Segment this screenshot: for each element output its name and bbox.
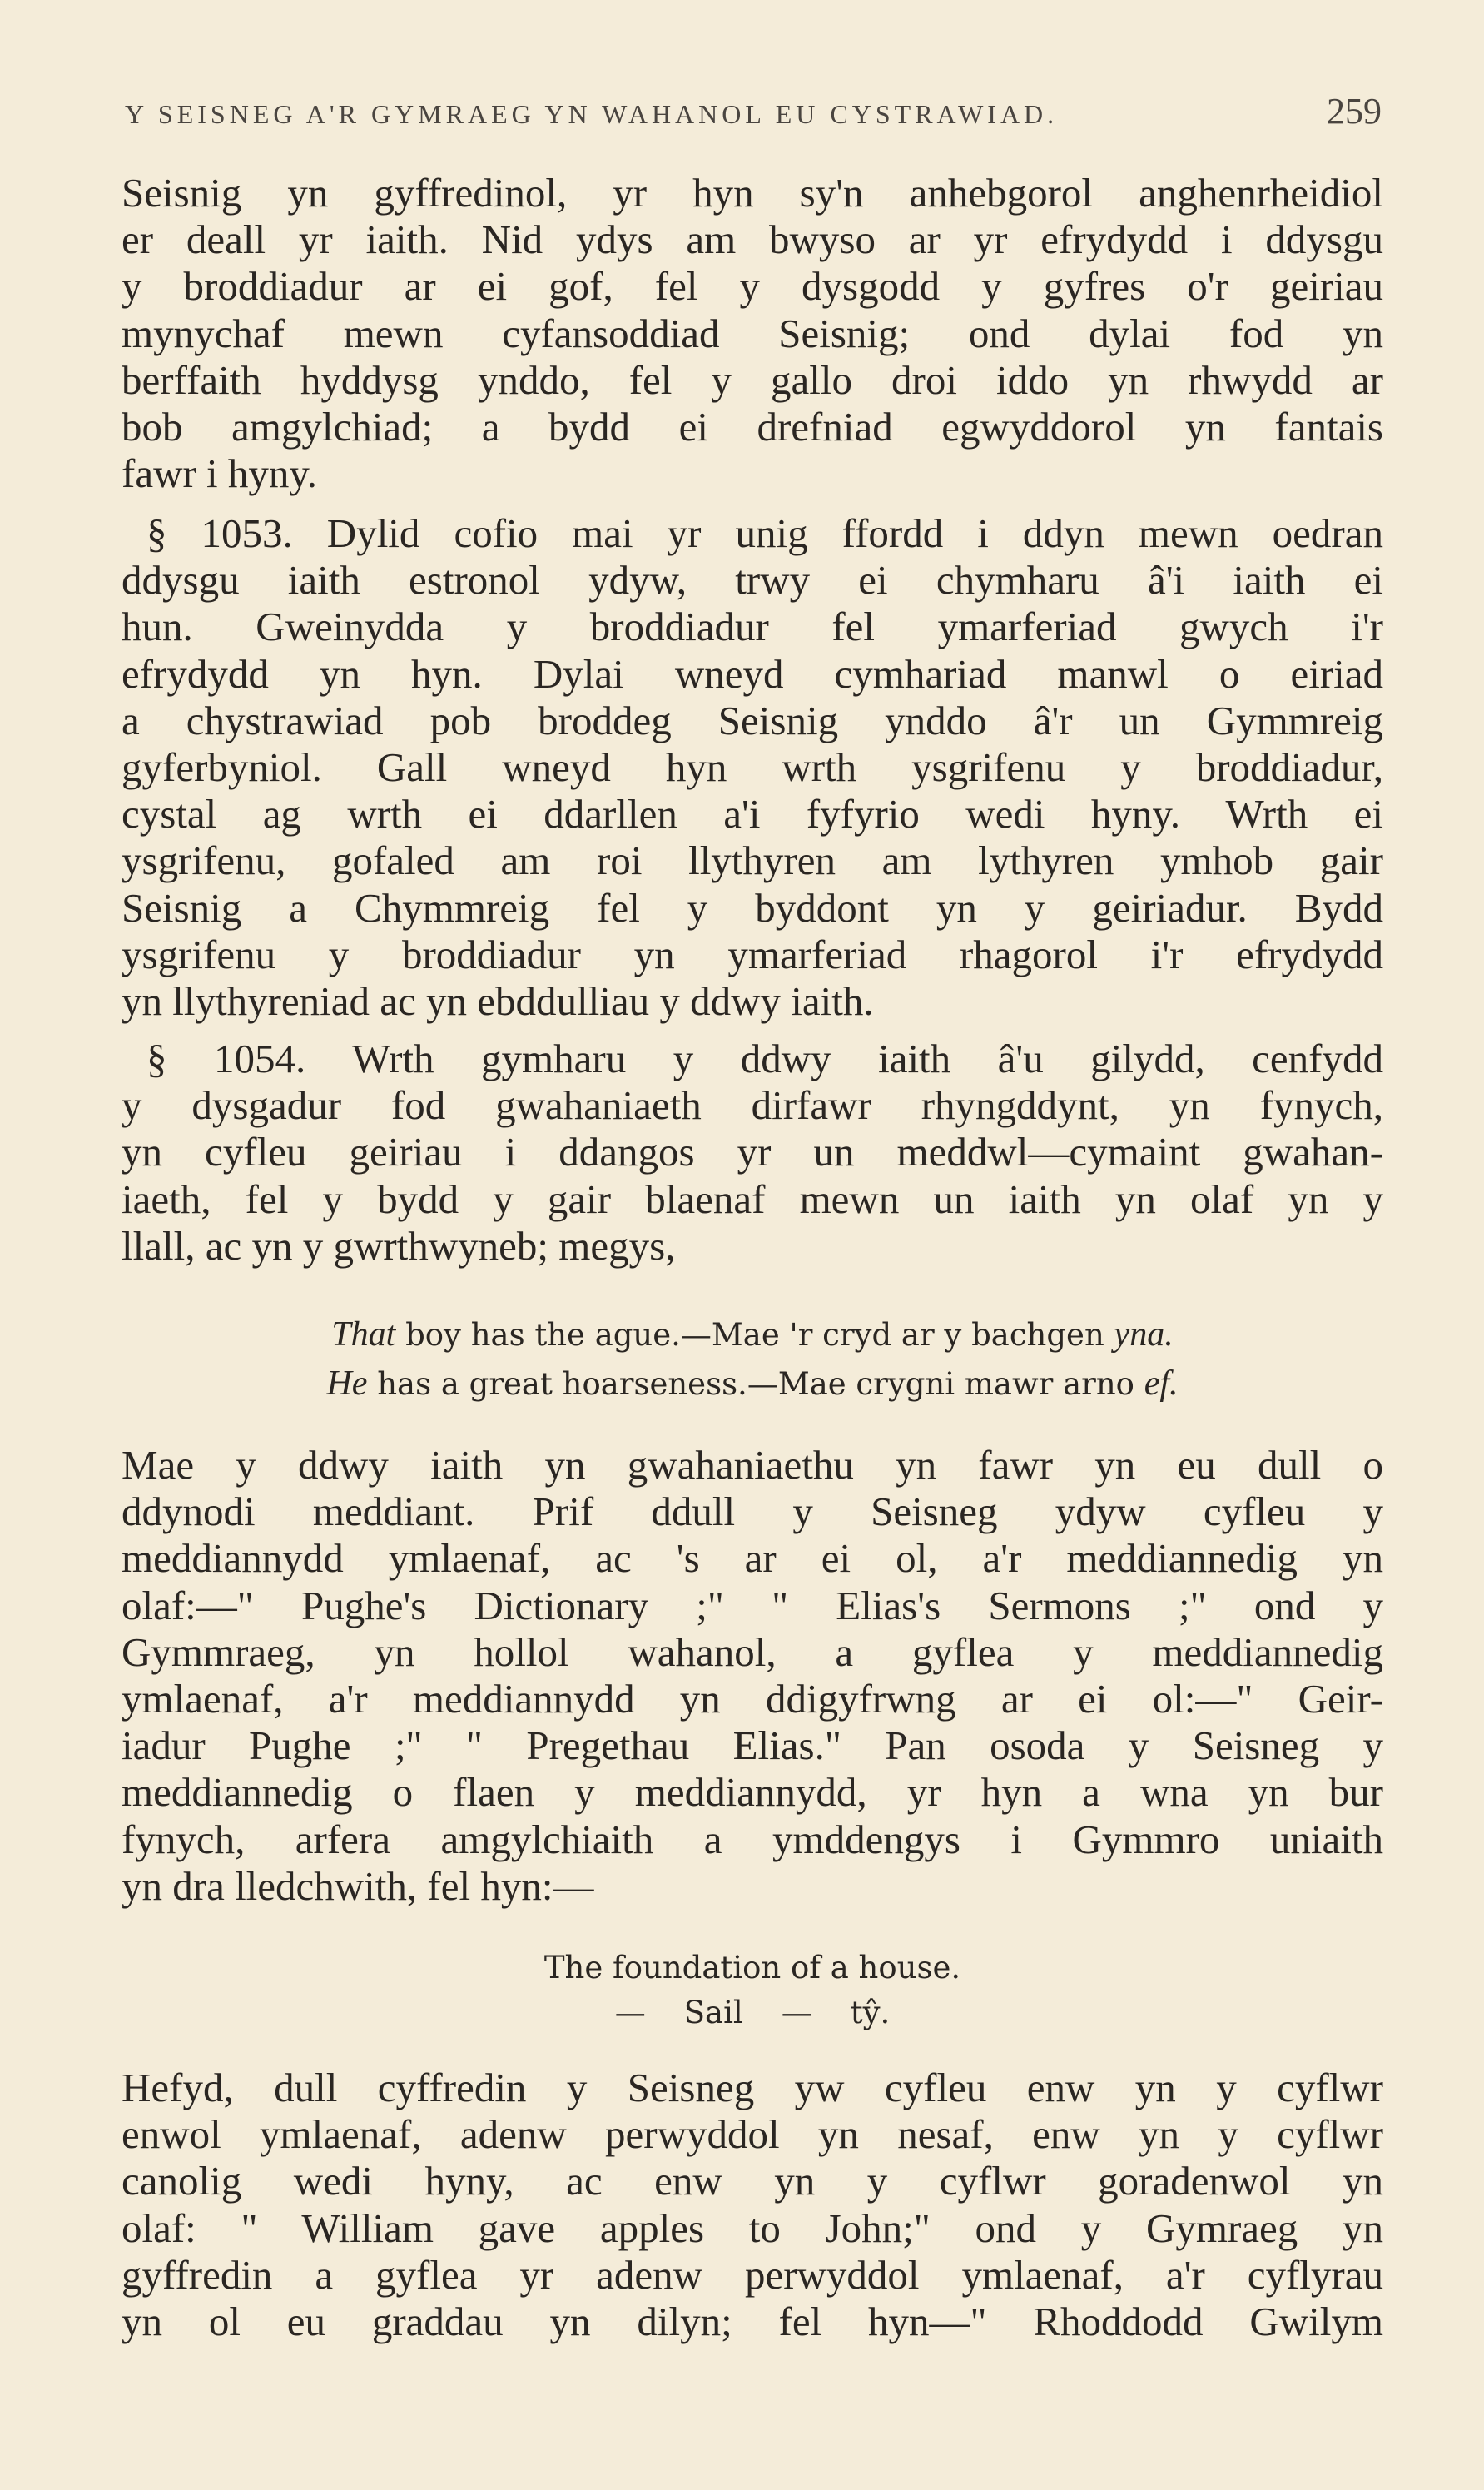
text-line: olaf:—" Pughe's Dictionary ;" " Elias's Sermons ;" ond y xyxy=(122,1582,1383,1628)
text-line: gyffredin a gyflea yr adenw perwyddol ymlaenaf, a'r cyflyrau xyxy=(122,2251,1383,2298)
example-line: The foundation of a house. xyxy=(543,1950,961,1986)
dash: — xyxy=(614,1995,646,2030)
text-line: er deall yr iaith. Nid ydys am bwyso ar yr efrydydd i ddysgu xyxy=(122,216,1383,263)
text-line: a chystrawiad pob broddeg Seisnig ynddo â'r un Gymmreig xyxy=(122,697,1383,743)
text-line: ysgrifenu, gofaled am roi llythyren am lythyren ymhob gair xyxy=(122,837,1383,884)
text-line: y dysgadur fod gwahaniaeth dirfawr rhyngddynt, yn fynych, xyxy=(122,1082,1383,1129)
text-line: iaeth, fel y bydd y gair blaenaf mewn un iaith yn olaf yn y xyxy=(122,1175,1383,1222)
text-line: ddynodi meddiant. Prif ddull y Seisneg ydyw cyfleu y xyxy=(122,1489,1383,1535)
example-italic: ef. xyxy=(1144,1364,1179,1403)
text-line: yn ol eu graddau yn dilyn; fel hyn—" Rhoddodd Gwilym xyxy=(122,2299,1383,2345)
example-italic: yna. xyxy=(1114,1315,1174,1354)
text-line: Hefyd, dull cyffredin y Seisneg yw cyfleu enw yn y cyflwr xyxy=(122,2065,1383,2110)
text-line: meddiannydd ymlaenaf, ac 's ar ei ol, a'r meddiannedig yn xyxy=(122,1535,1383,1582)
paragraph-4 xyxy=(122,1442,1383,1910)
example-line xyxy=(122,1359,1383,1409)
text-line: mynychaf mewn cyfansoddiad Seisnig; ond dylai fod yn xyxy=(122,310,1383,356)
text-line: yn dra lledchwith, fel hyn:— xyxy=(122,1862,594,1909)
example-italic: That xyxy=(331,1315,396,1354)
text-line: meddiannedig o flaen y meddiannydd, yr hyn a wna yn bur xyxy=(122,1769,1383,1816)
text-line: iadur Pughe ;" " Pregethau Elias." Pan osoda y Seisneg y xyxy=(122,1722,1383,1769)
text-line: y broddiadur ar ei gof, fel y dysgodd y gyfres o'r geiriau xyxy=(122,263,1383,310)
text-line: yn cyfleu geiriau i ddangos yr un meddwl—cymaint gwahan- xyxy=(122,1129,1383,1175)
example-line xyxy=(122,1310,1383,1359)
running-head: Y SEISNEG A'R GYMRAEG YN WAHANOL EU CYSTRAWIAD. xyxy=(125,99,1059,129)
paragraph-1054 xyxy=(122,1036,1383,1270)
text-line: fawr i hyny. xyxy=(122,450,317,497)
text-line: olaf: " William gave apples to John;" ond y Gymraeg yn xyxy=(122,2204,1383,2251)
text-line: Gymmraeg, yn hollol wahanol, a gyflea y meddiannedig xyxy=(122,1628,1383,1675)
paragraph-5 xyxy=(122,2065,1383,2345)
text-line: canolig wedi hyny, ac enw yn y cyflwr goradenwol yn xyxy=(122,2158,1383,2204)
text-line: ymlaenaf, a'r meddiannydd yn ddigyfrwng ar ei ol:—" Geir- xyxy=(122,1676,1383,1722)
text-line: Seisnig yn gyffredinol, yr hyn sy'n anhebgorol anghenrheidiol xyxy=(122,170,1383,216)
example-italic: He xyxy=(326,1364,368,1403)
text-line: § 1053. Dylid cofio mai yr unig ffordd i ddyn mewn oedran xyxy=(146,510,1383,556)
translation-word: Sail xyxy=(683,1995,743,2030)
text-line: ysgrifenu y broddiadur yn ymarferiad rhagorol i'r efrydydd xyxy=(122,931,1383,977)
example-translation-row xyxy=(122,1992,1383,2034)
text-line: ddysgu iaith estronol ydyw, trwy ei chymharu â'i iaith ei xyxy=(122,557,1383,604)
translation-word: tŷ. xyxy=(850,1995,891,2030)
example-text: boy has the ague.—Mae 'r cryd ar y bachgen xyxy=(395,1317,1114,1353)
page-header xyxy=(125,90,1382,132)
example-text: has a great hoarseness.—Mae crygni mawr arno xyxy=(367,1366,1144,1402)
text-line: efrydydd yn hyn. Dylai wneyd cymhariad manwl o eiriad xyxy=(122,650,1383,697)
text-line: fynych, arfera amgylchiaith a ymddengys i Gymmro uniaith xyxy=(122,1816,1383,1862)
text-line: Mae y ddwy iaith yn gwahaniaethu yn fawr yn eu dull o xyxy=(122,1442,1383,1488)
page-number: 259 xyxy=(1327,91,1382,132)
example-block-2 xyxy=(122,1943,1383,2034)
text-line: berffaith hyddysg ynddo, fel y gallo droi iddo yn rhwydd ar xyxy=(122,356,1383,403)
text-line: cystal ag wrth ei ddarllen a'i fyfyrio wedi hyny. Wrth ei xyxy=(122,791,1383,837)
text-line: llall, ac yn y gwrthwyneb; megys, xyxy=(122,1222,676,1269)
paragraph-1053 xyxy=(122,510,1383,1025)
dash: — xyxy=(781,1995,812,2030)
text-line: bob amgylchiad; a bydd ei drefniad egwyddorol yn fantais xyxy=(122,404,1383,450)
text-line: hun. Gweinydda y broddiadur fel ymarferiad gwych i'r xyxy=(122,604,1383,650)
text-line: yn llythyreniad ac yn ebddulliau y ddwy iaith. xyxy=(122,978,874,1025)
text-line: § 1054. Wrth gymharu y ddwy iaith â'u gilydd, cenfydd xyxy=(146,1036,1383,1081)
example-block-1 xyxy=(122,1310,1383,1409)
text-line: Seisnig a Chymmreig fel y byddont yn y geiriadur. Bydd xyxy=(122,884,1383,931)
text-line: enwol ymlaenaf, adenw perwyddol yn nesaf, enw yn y cyflwr xyxy=(122,2111,1383,2158)
text-line: gyferbyniol. Gall wneyd hyn wrth ysgrifenu y broddiadur, xyxy=(122,744,1383,791)
paragraph-1 xyxy=(122,170,1383,497)
